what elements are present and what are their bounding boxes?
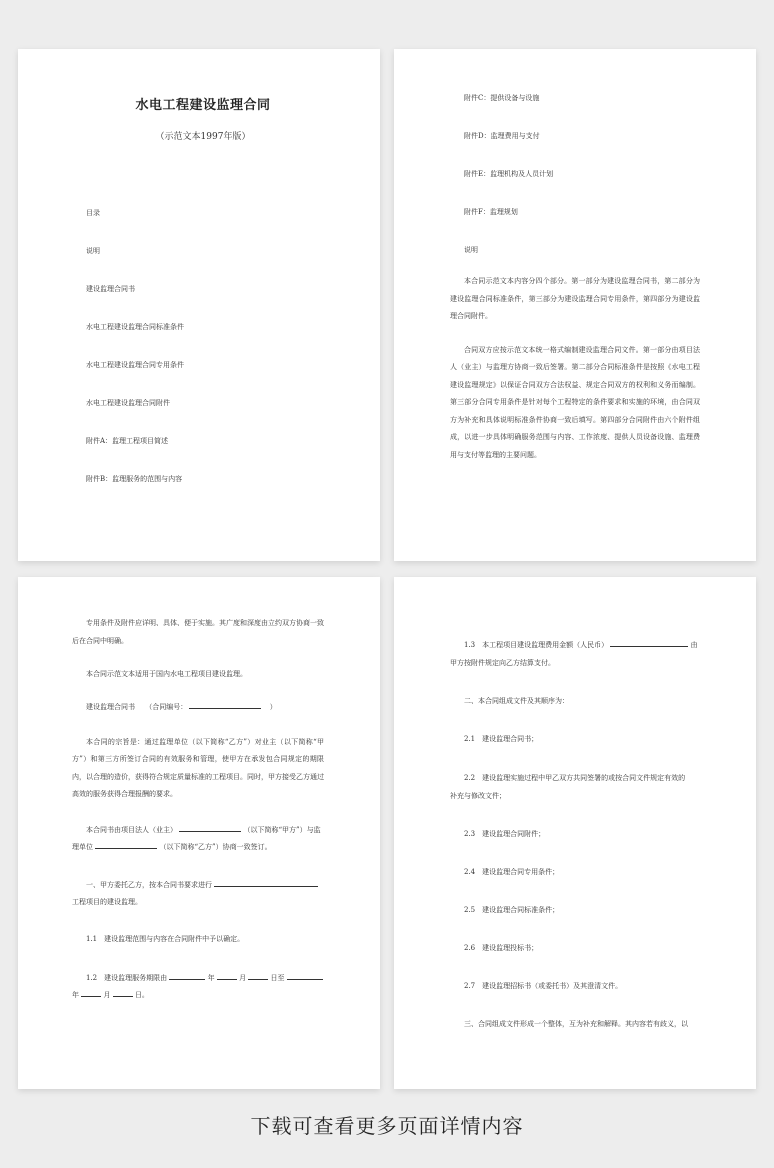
clause-text: 月 [103, 991, 111, 999]
download-more-link[interactable]: 下载可查看更多页面详情内容 [250, 1114, 524, 1138]
document-subtitle: （示范文本1997年版） [155, 132, 251, 142]
annex-item: 附件E：监理机构及人员计划 [464, 170, 554, 178]
clause-text: 1.3 本工程项目建设监理费用金额（人民币） [464, 641, 609, 649]
clause-text: 一、甲方委托乙方，按本合同书要求进行 [86, 880, 212, 889]
paragraph: 本合同示范文本适用于国内水电工程项目建设监理。 [86, 670, 247, 678]
toc-item: 建设监理合同书 [86, 285, 135, 293]
fee-blank [610, 638, 688, 647]
paragraph: 专用条件及附件应详明、具体、便于实施。其广度和深度由立约双方协商一致后在合同中明确。 [72, 619, 324, 645]
section-heading: 二、本合同组成文件及其顺序为： [464, 697, 569, 705]
clause-text: 由 [690, 641, 698, 649]
clause-text: 月 [239, 973, 247, 982]
parties-text: （以下简称“甲方”）与监 [243, 825, 321, 834]
month-blank [217, 971, 237, 980]
document-page-3 [18, 577, 380, 1089]
doc-order-item: 2.7 建设监理招标书（或委托书）及其澄清文件。 [464, 982, 623, 990]
doc-order-item: 2.3 建设监理合同附件； [464, 830, 546, 838]
day-blank [113, 988, 133, 997]
clause-item [72, 970, 324, 988]
clause-text: 工程项目的建设监理。 [72, 898, 142, 906]
toc-item: 水电工程建设监理合同专用条件 [86, 361, 184, 369]
doc-order-item: 2.4 建设监理合同专用条件； [464, 868, 560, 876]
clause-item: 1.1 建设监理范围与内容在合同附件中予以确定。 [86, 934, 245, 943]
document-page-1 [18, 49, 380, 561]
contract-number-line [72, 700, 324, 714]
section-heading: 说明 [464, 246, 478, 254]
doc-order-item: 补充与修改文件； [450, 791, 506, 800]
paragraph: 本合同的宗旨是：通过监理单位（以下简称“乙方”）对业主（以下简称“甲方”）和第三方所签订合同的有效服务和管理，使甲方在承发包合同规定的期限内，以合理的造价，获得符合规定质量标准的工程项目。同时，甲方接受乙方通过高效的服务获得合理报酬的要求。 [72, 737, 324, 798]
toc-item: 附件B：监理服务的范围与内容 [86, 475, 183, 483]
paragraph: 本合同示范文本内容分四个部分。第一部分为建设监理合同书，第二部分为建设监理合同标准条件，第三部分为建设监理合同专用条件，第四部分为建设监理合同附件。 [450, 277, 700, 320]
doc-order-item: 2.6 建设监理投标书； [464, 944, 539, 952]
toc-item: 水电工程建设监理合同附件 [86, 399, 170, 407]
document-page-2 [394, 49, 756, 561]
document-page-4 [394, 577, 756, 1089]
doc-order-item: 2.2 建设监理实施过程中甲乙双方共同签署的或按合同文件规定有效的 [464, 774, 686, 782]
clause-item [450, 637, 702, 655]
party-b-blank [95, 840, 157, 849]
clause-text: 甲方按附件规定向乙方结算支付。 [450, 658, 555, 667]
clause-text: 年 [72, 991, 79, 999]
annex-item: 附件F：监理规划 [464, 208, 518, 216]
parties-text: 理单位 [72, 843, 93, 851]
clause-text: 1.2 建设监理服务期限由 [86, 973, 168, 982]
project-name-blank [214, 878, 318, 887]
contract-number-close: ） [269, 702, 277, 711]
clause-one [72, 877, 324, 895]
year-blank [287, 971, 323, 980]
annex-item: 附件C：提供设备与设施 [464, 94, 540, 102]
contract-number-blank [189, 700, 261, 709]
paragraph: 合同双方应按示范文本统一格式编制建设监理合同文件。第一部分由项目法人（业主）与监理方协商一致后签署。第二部分合同标准条件是按照《水电工程建设监理规定》以保证合同双方合法权益、规定合同双方的权利和义务而编制。第三部分合同专用条件是针对每个工程特定的条件要求和实施的环境，由合同双方为补充和具体说明标准条件协商一致后填写。第四部分合同附件由六个附件组成，以进一步具体明确服务范围与内容、工作浓度、提供人员设备设施、监理费用与支付等监理的主要问题。 [450, 345, 700, 459]
toc-item: 说明 [86, 247, 100, 255]
toc-item: 水电工程建设监理合同标准条件 [86, 323, 184, 331]
parties-text: （以下简称“乙方”）协商一致签订。 [159, 843, 272, 851]
parties-line [72, 839, 324, 857]
year-blank [169, 971, 205, 980]
party-a-blank [179, 823, 241, 832]
clause-text: 日至 [270, 973, 285, 982]
parties-text: 本合同书由项目法人（业主） [86, 825, 177, 834]
annex-item: 附件D：监理费用与支付 [464, 132, 540, 140]
section-heading: 三、合同组成文件形成一个整体，互为补充和解释。其内容若有歧义，以 [464, 1020, 688, 1028]
clause-text: 日。 [134, 991, 149, 999]
clause-text: 年 [207, 973, 215, 982]
toc-item: 目录 [86, 209, 100, 217]
clause-item [72, 987, 324, 1005]
contract-label: 建设监理合同书 [86, 702, 135, 711]
contract-number-label: （合同编号： [145, 702, 188, 711]
day-blank [248, 971, 268, 980]
doc-order-item: 2.5 建设监理合同标准条件； [464, 906, 560, 914]
month-blank [81, 988, 101, 997]
document-title: 水电工程建设监理合同 [135, 98, 271, 113]
parties-line [72, 822, 324, 840]
doc-order-item: 2.1 建设监理合同书； [464, 735, 539, 743]
toc-item: 附件A：监理工程项目简述 [86, 437, 169, 445]
